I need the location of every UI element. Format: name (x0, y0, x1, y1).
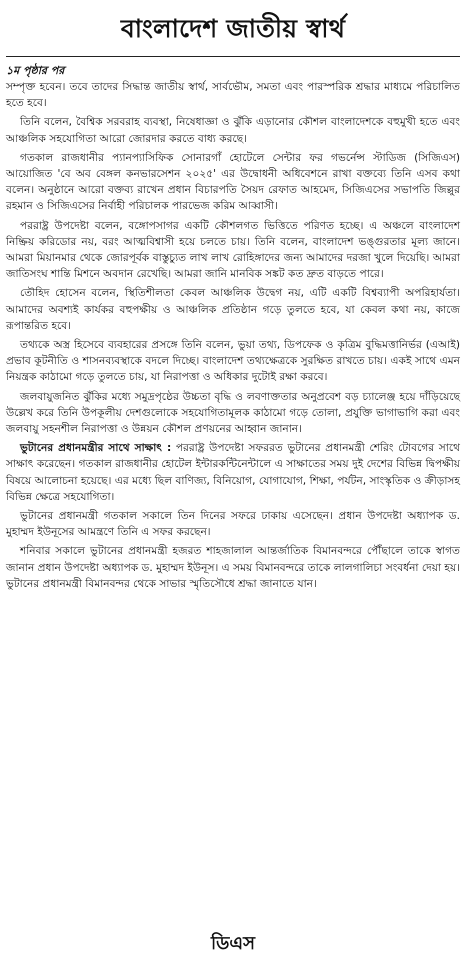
subhead-paragraph (6, 440, 460, 505)
subhead-label: ভুটানের প্রধানমন্ত্রীর সাথে সাক্ষাৎ : (20, 442, 172, 455)
continued-label: ১ম পৃষ্ঠার পর (6, 64, 65, 77)
paragraph: তিনি বলেন, বৈশ্বিক সরবরাহ ব্যবস্থা, নিষেধাজ্ঞা ও ঝুঁকি এড়ানোর কৌশল বাংলাদেশকে বহুমুখী হতে এবং আঞ্চলিক সহযোগিতা আরো জোরদার করতে বাধ্য করছে। (6, 116, 460, 145)
subhead-text: পররাষ্ট্র উপদেষ্টা সফররত ভুটানের প্রধানমন্ত্রী শেরিং টোবগের সাথে সাক্ষাৎ করেছেন। গতকাল রাজধানীর হোটেল ইন্টারকন্টিনেন্টালে এ সাক্ষাতের সময় দুই দেশের বিভিন্ন দ্বিপক্ষীয় বিষয়ে আলোচনা হয়েছে। এর মধ্যে ছিল বাণিজ্য, বিনিয়োগ, যোগাযোগ, শিক্ষা, পর্যটন, সাংস্কৃতিক ও ক্রীড়াসহ বিভিন্ন ক্ষেত্রে সহযোগিতা। (6, 442, 460, 503)
article-body (6, 63, 460, 592)
paragraph: ভুটানের প্রধানমন্ত্রী গতকাল সকালে তিন দিনের সফরে ঢাকায় এসেছেন। প্রধান উপদেষ্টা অধ্যাপক ড. মুহাম্মদ ইউনূসের আমন্ত্রণে তিনি এ সফর করছেন। (6, 510, 460, 539)
headline-divider (6, 56, 460, 57)
paragraph: পররাষ্ট্র উপদেষ্টা বলেন, বঙ্গোপসাগর একটি কৌশলগত ভিত্তিতে পরিণত হচ্ছে। এ অঞ্চলে বাংলাদেশ নিষ্ক্রিয় করিডোর নয়, বরং আত্মবিশ্বাসী হয়ে চলতে চায়। তিনি বলেন, বাংলাদেশ ভঙ্গুরতার মূল্য জানে। আমরা মিয়ানমার থেকে জোরপূর্বক বাস্তুচ্যুত লাখ লাখ রোহিঙ্গাদের জন্য আমাদের দরজা খুলে দিয়েছি। আমরা জাতিসংঘ শান্তি মিশনে অবদান রেখেছি। আমরা জানি মানবিক সঙ্কট কত দ্রুত বাড়তে পারে। (6, 219, 460, 281)
paragraph: গতকাল রাজধানীর প্যানপ্যাসিফিক সোনারগাঁ হোটেলে সেন্টার ফর গভর্নেন্স স্টাডিজ (সিজিএস) আয়োজিত 'বে অব বেঙ্গল কনভারসেশন ২০২৫' এর উদ্বোধনী অধিবেশনে রাখা বক্তব্যে তিনি এসব কথা বলেন। অনুষ্ঠানে আরো বক্তব্য রাখেন প্রধান বিচারপতি সৈয়দ রেফাত আহমেদ, সিজিএসের সভাপতি জিল্লুর রহমান ও সিজিএসের নির্বাহী পরিচালক পারভেজ করিম আব্বাসী। (6, 151, 460, 213)
paragraph: তৌহিদ হোসেন বলেন, স্থিতিশীলতা কেবল আঞ্চলিক উদ্বেগ নয়, এটি একটি বিশ্বব্যাপী অপরিহার্যতা। আমাদের অবশ্যই কার্যকর বহুপক্ষীয় ও আঞ্চলিক প্রতিষ্ঠান গড়ে তুলতে হবে, যা কেবল কথা নয়, কাজে রূপান্তরিত হবে। (6, 287, 460, 332)
paragraph: শনিবার সকালে ভুটানের প্রধানমন্ত্রী হজরত শাহজালাল আন্তর্জাতিক বিমানবন্দরে পৌঁছালে তাকে স্বাগত জানান প্রধান উপদেষ্টা অধ্যাপক ড. মুহাম্মদ ইউনূস। এ সময় বিমানবন্দরে তাকে লালগালিচা সংবর্ধনা দেয়া হয়। ভুটানের প্রধানমন্ত্রী বিমানবন্দর থেকে সাভার স্মৃতিসৌধে শ্রদ্ধা জানাতে যান। (6, 545, 460, 590)
next-article-fragment: ডিএস (211, 933, 255, 954)
headline: বাংলাদেশ জাতীয় স্বার্থ (120, 14, 346, 43)
paragraph: সম্পৃক্ত হবেন। তবে তাদের সিদ্ধান্ত জাতীয় স্বার্থ, সার্বভৌম, সমতা এবং পারস্পরিক শ্রদ্ধার মাধ্যমে পরিচালিত হতে হবে। (6, 81, 460, 110)
paragraph: তথ্যকে অস্ত্র হিসেবে ব্যবহারের প্রসঙ্গে তিনি বলেন, ভুয়া তথ্য, ডিপফেক ও কৃত্রিম বুদ্ধিমত্তানির্ভর (এআই) প্রভাব কূটনীতি ও শাসনব্যবস্থাকে বদলে দিচ্ছে। বাংলাদেশ তথ্যক্ষেত্রকে সুরক্ষিত রাখতে চায়। একই সাথে এমন নিয়ন্ত্রক কাঠামো গড়ে তুলতে চায়, যা নিরাপত্তা ও অধিকার দুটোই রক্ষা করবে। (6, 339, 460, 384)
paragraph: জলবায়ুজনিত ঝুঁকির মধ্যে সমুদ্রপৃষ্ঠের উচ্চতা বৃদ্ধি ও লবণাক্ততার অনুপ্রবেশ বড় চ্যালেঞ্জ হয়ে দাঁড়িয়েছে উল্লেখ করে তিনি উপকূলীয় দেশগুলোকে সহযোগিতামূলক কাঠামো গড়ে তোলা, প্রযুক্তি ভাগাভাগি করা এবং জলবায়ু সহনশীল নিরাপত্তা ও উন্নয়ন কৌশল প্রণয়নের আহ্বান জানান। (6, 390, 460, 436)
